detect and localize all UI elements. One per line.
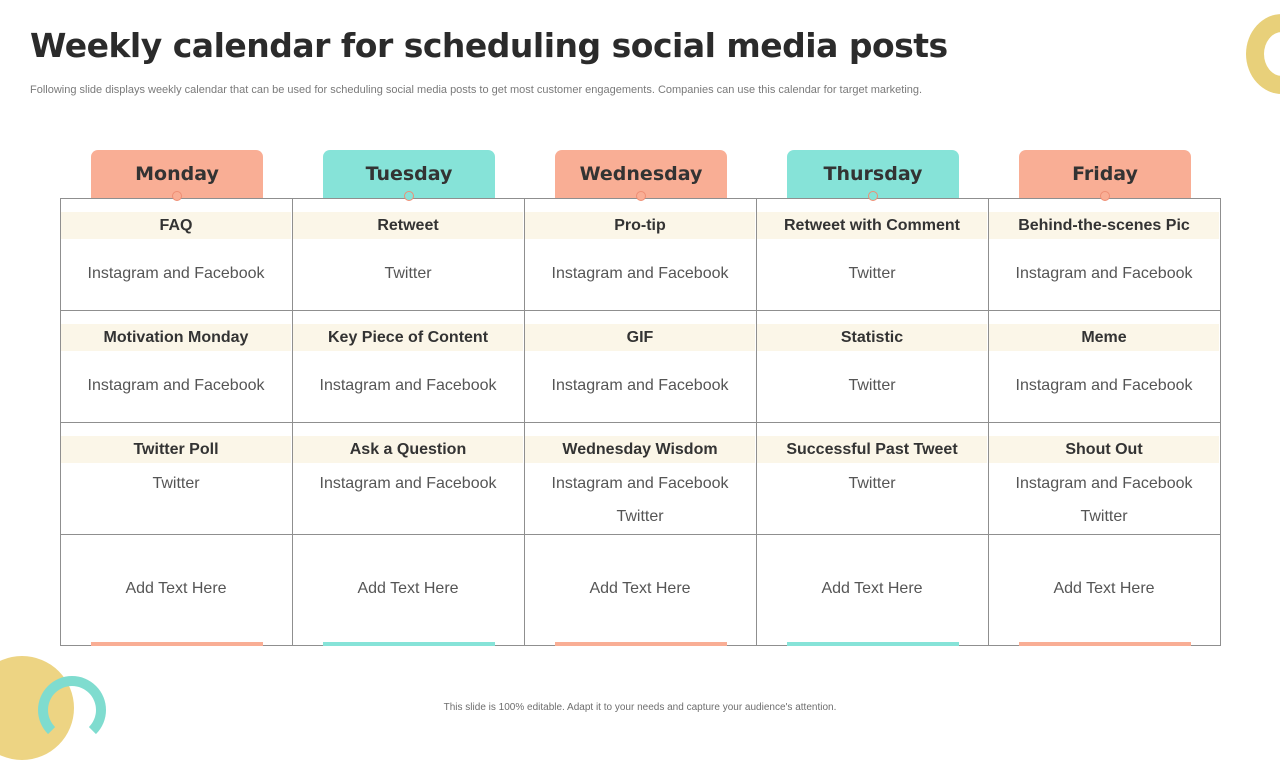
day-bottom-accent-bar xyxy=(1019,642,1191,646)
placeholder-cell xyxy=(60,534,292,646)
post-type-label: Meme xyxy=(989,324,1219,351)
add-text-placeholder[interactable]: Add Text Here xyxy=(357,580,459,597)
placeholder-cell xyxy=(988,534,1220,646)
calendar-cell xyxy=(524,198,756,310)
post-type-label: Motivation Monday xyxy=(61,324,291,351)
add-text-placeholder[interactable]: Add Text Here xyxy=(589,580,691,597)
post-type-label: Ask a Question xyxy=(293,436,523,463)
post-type-label: Pro-tip xyxy=(525,212,755,239)
day-bottom-accent-bar xyxy=(323,642,495,646)
calendar-cell xyxy=(988,310,1220,422)
day-connector-dot xyxy=(172,191,182,201)
platform-label: Twitter xyxy=(1080,508,1128,525)
platform-label: Instagram and Facebook xyxy=(319,475,497,492)
placeholder-cell xyxy=(524,534,756,646)
post-type-label: Wednesday Wisdom xyxy=(525,436,755,463)
add-text-placeholder[interactable]: Add Text Here xyxy=(125,580,227,597)
footer-note: This slide is 100% editable. Adapt it to your needs and capture your audience's attention. xyxy=(443,702,837,713)
calendar-cell xyxy=(756,422,988,534)
page-title: Weekly calendar for scheduling social media posts xyxy=(30,26,948,65)
platform-label: Instagram and Facebook xyxy=(87,265,265,282)
platform-label: Instagram and Facebook xyxy=(551,475,729,492)
platform-label: Twitter xyxy=(848,265,896,282)
placeholder-cell xyxy=(292,534,524,646)
calendar-cell xyxy=(292,310,524,422)
platform-label: Instagram and Facebook xyxy=(551,265,729,282)
day-bottom-accent-bar xyxy=(91,642,263,646)
placeholder-cell xyxy=(756,534,988,646)
post-type-label: Statistic xyxy=(757,324,987,351)
day-header-thursday: Thursday xyxy=(787,150,959,198)
post-type-label: GIF xyxy=(525,324,755,351)
platform-label: Twitter xyxy=(616,508,664,525)
platform-label: Twitter xyxy=(152,475,200,492)
add-text-placeholder[interactable]: Add Text Here xyxy=(1053,580,1155,597)
calendar-cell xyxy=(524,422,756,534)
platform-label: Instagram and Facebook xyxy=(87,377,265,394)
platform-label: Instagram and Facebook xyxy=(1015,475,1193,492)
page-subtitle: Following slide displays weekly calendar that can be used for scheduling social media posts to get most customer engagements. Companies can use this calendar for target marketing. xyxy=(30,84,923,96)
calendar-cell xyxy=(988,198,1220,310)
platform-label: Twitter xyxy=(848,377,896,394)
day-header-monday: Monday xyxy=(91,150,263,198)
calendar-cell xyxy=(756,310,988,422)
post-type-label: Successful Past Tweet xyxy=(757,436,987,463)
platform-label: Twitter xyxy=(848,475,896,492)
post-type-label: Behind-the-scenes Pic xyxy=(989,212,1219,239)
post-type-label: Retweet xyxy=(293,212,523,239)
calendar-cell xyxy=(988,422,1220,534)
post-type-label: Shout Out xyxy=(989,436,1219,463)
add-text-placeholder[interactable]: Add Text Here xyxy=(821,580,923,597)
platform-label: Twitter xyxy=(384,265,432,282)
platform-label: Instagram and Facebook xyxy=(1015,265,1193,282)
calendar-cell xyxy=(524,310,756,422)
platform-label: Instagram and Facebook xyxy=(1015,377,1193,394)
calendar-cell xyxy=(60,198,292,310)
calendar-cell xyxy=(756,198,988,310)
post-type-label: Twitter Poll xyxy=(61,436,291,463)
calendar-cell xyxy=(292,198,524,310)
day-header-friday: Friday xyxy=(1019,150,1191,198)
post-type-label: Retweet with Comment xyxy=(757,212,987,239)
day-bottom-accent-bar xyxy=(555,642,727,646)
post-type-label: Key Piece of Content xyxy=(293,324,523,351)
platform-label: Instagram and Facebook xyxy=(319,377,497,394)
day-connector-dot xyxy=(868,191,878,201)
calendar-cell xyxy=(60,310,292,422)
calendar-cell xyxy=(60,422,292,534)
post-type-label: FAQ xyxy=(61,212,291,239)
day-connector-dot xyxy=(1100,191,1110,201)
platform-label: Instagram and Facebook xyxy=(551,377,729,394)
calendar-cell xyxy=(292,422,524,534)
day-bottom-accent-bar xyxy=(787,642,959,646)
day-connector-dot xyxy=(636,191,646,201)
day-connector-dot xyxy=(404,191,414,201)
day-header-tuesday: Tuesday xyxy=(323,150,495,198)
decorative-ring-top-right xyxy=(1246,14,1280,94)
day-header-wednesday: Wednesday xyxy=(555,150,727,198)
